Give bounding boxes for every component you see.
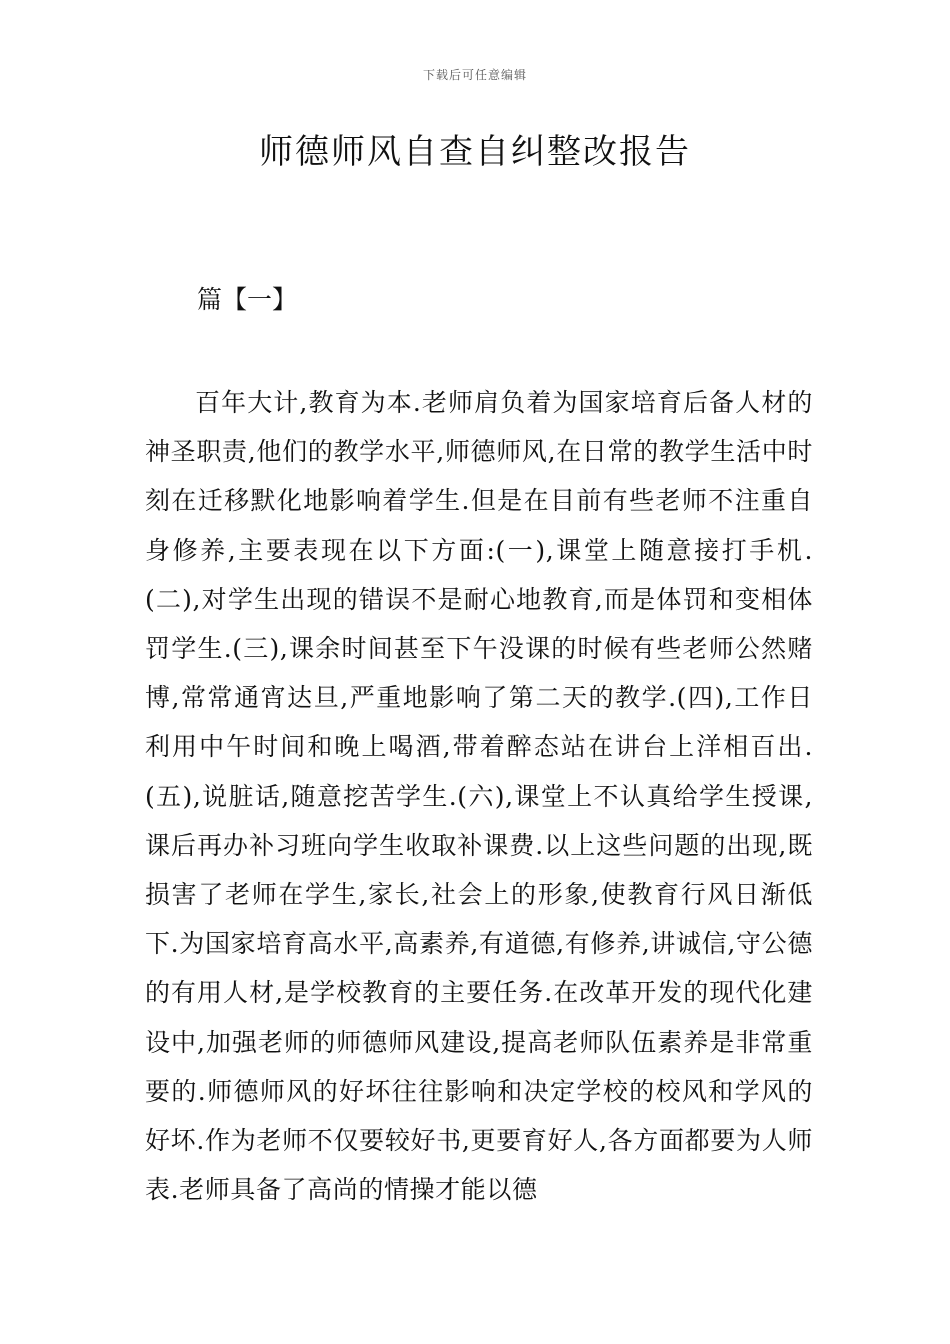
header-note: 下载后可任意编辑: [422, 68, 527, 82]
document-title: 师德师风自查自纠整改报告: [259, 132, 691, 172]
body-paragraph: 百年大计,教育为本.老师肩负着为国家培育后备人材的神圣职责,他们的教学水平,师德师风,在日常的教学生活中时刻在迁移默化地影响着学生.但是在目前有些老师不注重自身修养,主要表现在以下方面:(一),课堂上随意接打手机.(二),对学生出现的错误不是耐心地教育,而是体罚和变相体罚学生.(三),课余时间甚至下午没课的时候有些老师公然赌博,常常通宵达旦,严重地影响了第二天的教学.(四),工作日利用中午时间和晚上喝酒,带着醉态站在讲台上洋相百出.(五),说脏话,随意挖苦学生.(六),课堂上不认真给学生授课,课后再办补习班向学生收取补课费.以上这些问题的出现,既损害了老师在学生,家长,社会上的形象,使教育行风日渐低下.为国家培育高水平,高素养,有道德,有修养,讲诚信,守公德的有用人材,是学校教育的主要任务.在改革开发的现代化建设中,加强老师的师德师风建设,提高老师队伍素养是非常重要的.师德师风的好坏往往影响和决定学校的校风和学风的好坏.作为老师不仅要较好书,更要育好人,各方面都要为人师表.老师具备了高尚的情操才能以德: [145, 388, 813, 1205]
section-heading: 篇【一】: [197, 285, 298, 314]
